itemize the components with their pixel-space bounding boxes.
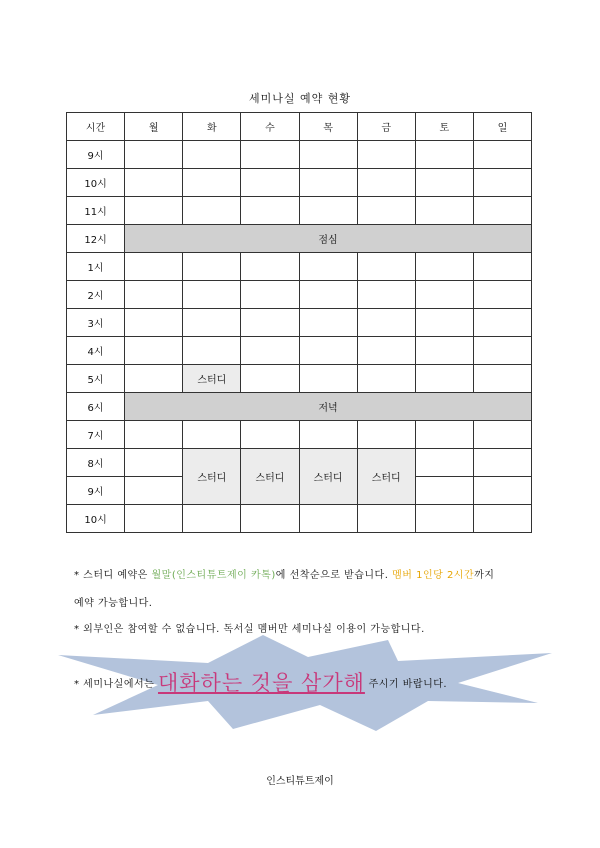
slot-cell — [415, 365, 473, 393]
note-highlight-gold: 멤버 1인당 2시간 — [392, 570, 475, 581]
dinner-row — [67, 393, 532, 421]
time-cell: 8시 — [67, 449, 125, 477]
slot-cell — [241, 253, 299, 281]
time-cell: 7시 — [67, 421, 125, 449]
table-row — [67, 365, 532, 393]
slot-cell — [473, 309, 531, 337]
slot-cell — [241, 141, 299, 169]
table-row — [67, 505, 532, 533]
time-cell: 9시 — [67, 477, 125, 505]
slot-cell — [125, 253, 183, 281]
slot-cell — [357, 365, 415, 393]
study-booking-cell: 스터디 — [183, 449, 241, 505]
slot-cell — [473, 141, 531, 169]
slot-cell — [125, 197, 183, 225]
slot-cell — [473, 505, 531, 533]
lunch-break-cell: 점심 — [125, 225, 532, 253]
study-booking-cell: 스터디 — [183, 365, 241, 393]
slot-cell — [183, 197, 241, 225]
time-cell: 3시 — [67, 309, 125, 337]
header-mon: 월 — [125, 113, 183, 141]
slot-cell — [183, 281, 241, 309]
slot-cell — [241, 281, 299, 309]
slot-cell — [415, 421, 473, 449]
slot-cell — [183, 337, 241, 365]
slot-cell — [415, 449, 473, 477]
table-row — [67, 253, 532, 281]
page-title: 세미나실 예약 현황 — [248, 92, 351, 105]
table-row — [67, 141, 532, 169]
slot-cell — [125, 505, 183, 533]
slot-cell — [299, 365, 357, 393]
header-fri: 금 — [357, 113, 415, 141]
slot-cell — [183, 253, 241, 281]
header-thu: 목 — [299, 113, 357, 141]
note-text: * 세미나실에서는 — [74, 679, 158, 690]
study-booking-cell: 스터디 — [241, 449, 299, 505]
slot-cell — [357, 253, 415, 281]
time-cell: 4시 — [67, 337, 125, 365]
slot-cell — [241, 197, 299, 225]
study-booking-cell: 스터디 — [357, 449, 415, 505]
slot-cell — [415, 281, 473, 309]
slot-cell — [241, 505, 299, 533]
slot-cell — [473, 337, 531, 365]
slot-cell — [241, 365, 299, 393]
time-cell: 11시 — [67, 197, 125, 225]
slot-cell — [415, 141, 473, 169]
slot-cell — [299, 337, 357, 365]
header-sun: 일 — [473, 113, 531, 141]
time-cell: 10시 — [67, 169, 125, 197]
note-reservation — [74, 566, 494, 581]
header-row — [67, 113, 532, 141]
slot-cell — [299, 197, 357, 225]
header-wed: 수 — [241, 113, 299, 141]
footer-brand: 인스티튜트제이 — [266, 776, 334, 787]
slot-cell — [357, 169, 415, 197]
slot-cell — [415, 169, 473, 197]
slot-cell — [125, 449, 183, 477]
slot-cell — [183, 421, 241, 449]
slot-cell — [241, 169, 299, 197]
time-cell: 6시 — [67, 393, 125, 421]
slot-cell — [357, 421, 415, 449]
slot-cell — [299, 505, 357, 533]
time-cell: 10시 — [67, 505, 125, 533]
slot-cell — [299, 421, 357, 449]
slot-cell — [415, 505, 473, 533]
slot-cell — [357, 141, 415, 169]
slot-cell — [125, 141, 183, 169]
slot-cell — [125, 421, 183, 449]
note-text: 주시기 바랍니다. — [364, 679, 448, 690]
slot-cell — [125, 281, 183, 309]
slot-cell — [125, 337, 183, 365]
slot-cell — [473, 365, 531, 393]
slot-cell — [299, 141, 357, 169]
slot-cell — [473, 253, 531, 281]
header-tue: 화 — [183, 113, 241, 141]
header-sat: 토 — [415, 113, 473, 141]
slot-cell — [183, 505, 241, 533]
slot-cell — [241, 337, 299, 365]
slot-cell — [241, 309, 299, 337]
note-text: 까지 — [474, 570, 495, 581]
time-cell: 1시 — [67, 253, 125, 281]
slot-cell — [473, 281, 531, 309]
time-cell: 5시 — [67, 365, 125, 393]
note-emphasis: 대화하는 것을 삼가해 — [157, 671, 365, 695]
table-row — [67, 169, 532, 197]
slot-cell — [299, 169, 357, 197]
slot-cell — [415, 337, 473, 365]
slot-cell — [357, 309, 415, 337]
slot-cell — [357, 505, 415, 533]
slot-cell — [299, 253, 357, 281]
table-row — [67, 449, 532, 477]
time-cell: 12시 — [67, 225, 125, 253]
slot-cell — [473, 169, 531, 197]
slot-cell — [415, 197, 473, 225]
schedule-table — [66, 112, 532, 533]
slot-cell — [183, 309, 241, 337]
note-outsiders: * 외부인은 참여할 수 없습니다. 독서실 멤버만 세미나실 이용이 가능합니다. — [74, 624, 425, 635]
slot-cell — [473, 477, 531, 505]
table-row — [67, 421, 532, 449]
slot-cell — [125, 309, 183, 337]
slot-cell — [125, 477, 183, 505]
dinner-break-cell: 저녁 — [125, 393, 532, 421]
slot-cell — [357, 197, 415, 225]
slot-cell — [473, 449, 531, 477]
slot-cell — [357, 281, 415, 309]
table-row — [67, 309, 532, 337]
slot-cell — [415, 309, 473, 337]
study-booking-cell: 스터디 — [299, 449, 357, 505]
time-cell: 9시 — [67, 141, 125, 169]
time-cell: 2시 — [67, 281, 125, 309]
slot-cell — [125, 365, 183, 393]
slot-cell — [299, 309, 357, 337]
slot-cell — [357, 337, 415, 365]
slot-cell — [299, 281, 357, 309]
note-reservation-line2: 예약 가능합니다. — [74, 598, 153, 609]
slot-cell — [415, 477, 473, 505]
note-text: * 스터디 예약은 — [74, 570, 152, 581]
table-row — [67, 337, 532, 365]
note-quiet — [74, 664, 447, 694]
slot-cell — [125, 169, 183, 197]
slot-cell — [473, 197, 531, 225]
slot-cell — [183, 169, 241, 197]
slot-cell — [473, 421, 531, 449]
lunch-row — [67, 225, 532, 253]
slot-cell — [183, 141, 241, 169]
header-time: 시간 — [67, 113, 125, 141]
slot-cell — [415, 253, 473, 281]
note-text: 에 선착순으로 받습니다. — [275, 570, 393, 581]
note-highlight-green: 월말(인스티튜트제이 카톡) — [151, 570, 276, 581]
slot-cell — [241, 421, 299, 449]
table-row — [67, 197, 532, 225]
table-row — [67, 281, 532, 309]
